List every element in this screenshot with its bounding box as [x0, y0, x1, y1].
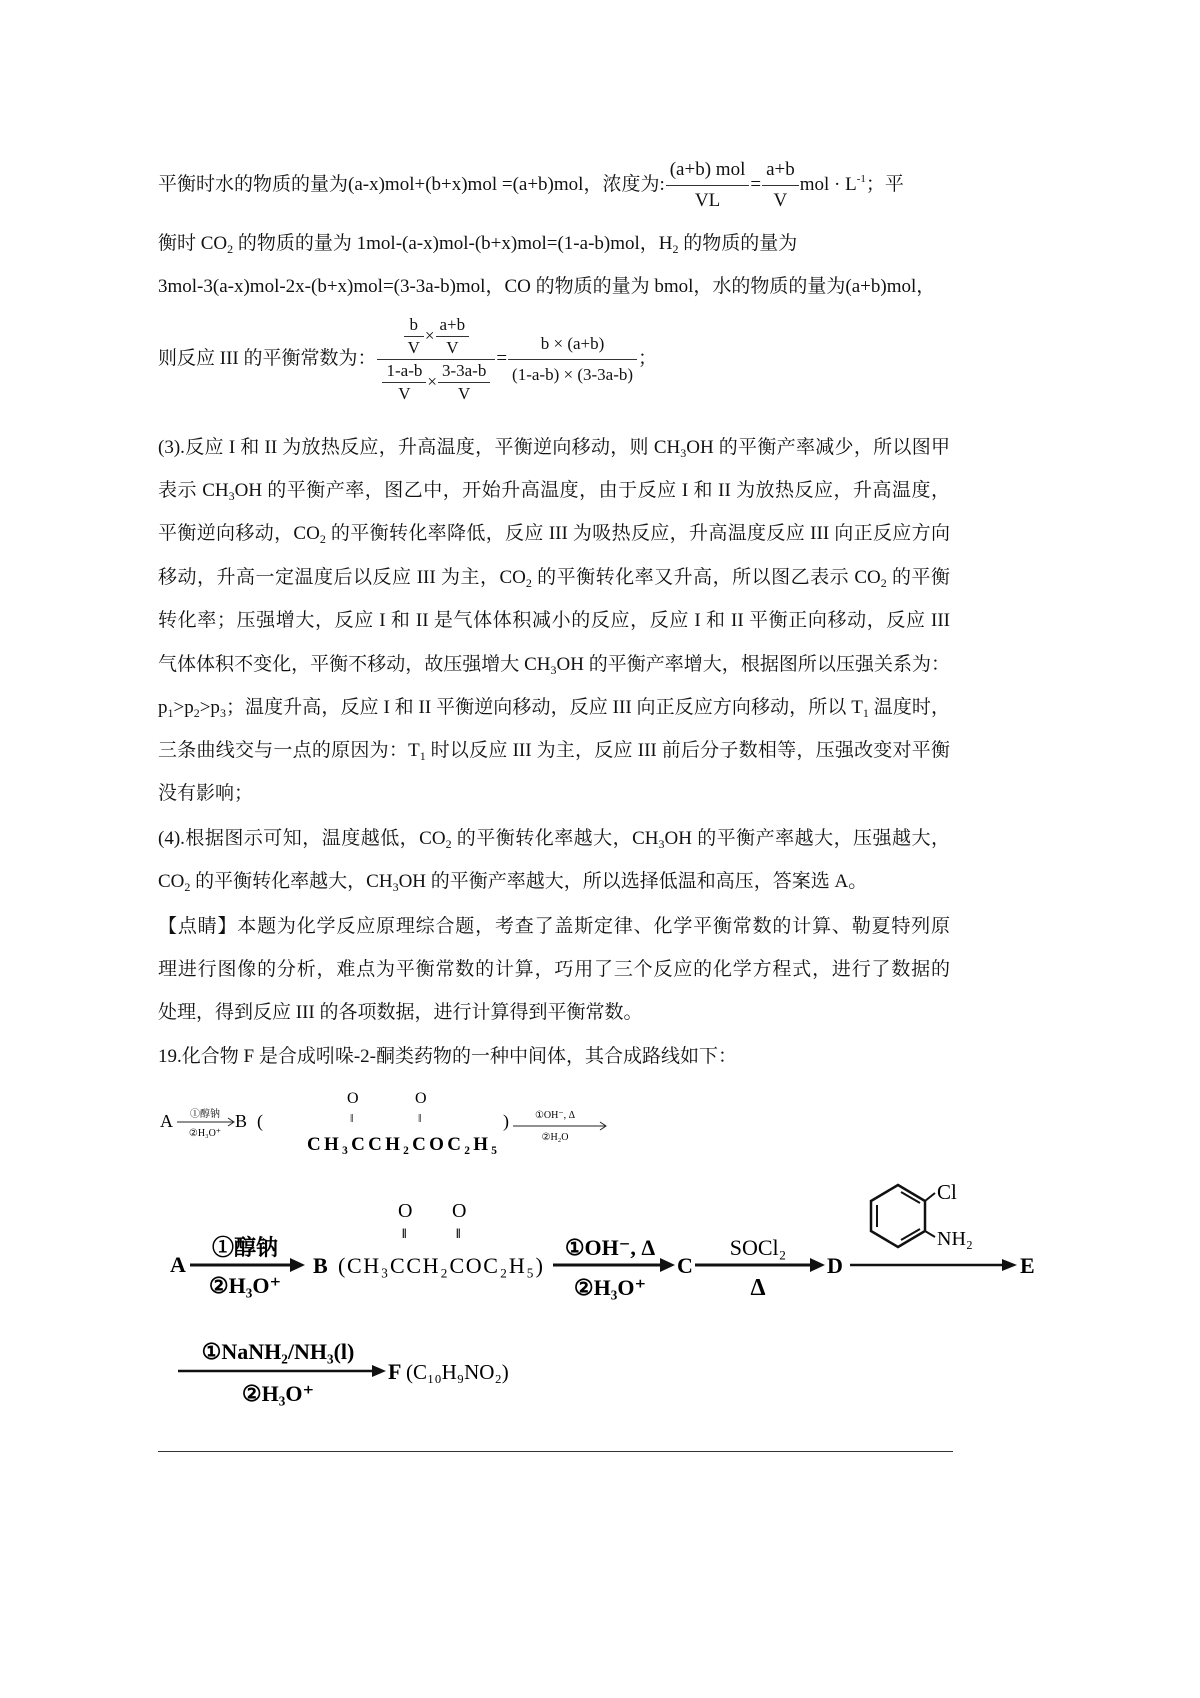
numerator: (a+b) mol — [669, 159, 746, 180]
text: 的平衡转化率降低，反应 III 为吸热反应，升高温度反应 III 向正反应方向 — [325, 523, 950, 544]
oxygen: O — [415, 1090, 427, 1107]
compound-f-formula: (C₁₀H₉NO₂) — [406, 1360, 509, 1384]
compound-b: B — [313, 1253, 328, 1278]
unit: mol · L — [799, 173, 857, 195]
compound-d: D — [827, 1253, 843, 1278]
times: × — [424, 326, 435, 345]
text: ；温度升高，反应 I 和 II 平衡逆向移动，反应 III 向正反应方向移动，所以 T — [225, 697, 863, 718]
subscript: 2 — [319, 532, 326, 546]
benzene-ring — [871, 1185, 925, 1247]
fraction — [764, 158, 797, 213]
paragraph-line — [158, 958, 950, 982]
text: >p — [199, 697, 220, 718]
arrow-head — [372, 1365, 386, 1377]
subscript: 3 — [658, 837, 665, 851]
synthesis-scheme-large — [160, 1175, 1050, 1415]
paragraph-line — [158, 696, 950, 720]
den: V — [382, 382, 426, 404]
text: 【点睛】本题为化学反应原理综合题，考查了盖斯定律、化学平衡常数的计算、勒夏特列原 — [158, 916, 950, 937]
text: (4).根据图示可知，温度越低，CO — [158, 828, 446, 849]
paragraph-line — [158, 479, 950, 503]
denominator: VL — [666, 185, 750, 213]
den: V — [404, 336, 424, 358]
subscript: 2 — [880, 576, 887, 590]
compound-e: E — [1020, 1253, 1035, 1278]
reagent: SOCl₂ — [729, 1235, 787, 1260]
text: 的平衡转化率越大，CH — [190, 871, 393, 892]
arrow-head — [810, 1258, 825, 1272]
text: 没有影响； — [158, 783, 254, 804]
paragraph-line — [158, 436, 950, 460]
unit-exponent: -1 — [856, 172, 866, 185]
paragraph-line — [158, 827, 950, 851]
paren: ) — [503, 1111, 509, 1131]
reagent: ②H₃O⁺ — [188, 1128, 222, 1139]
text: OH 的平衡产率增大，根据图所以压强关系为： — [556, 654, 950, 675]
text: OH 的平衡产率越大，所以选择低温和高压，答案选 A。 — [398, 871, 868, 892]
line-water-concentration — [158, 158, 950, 213]
reagent: ②H₃O⁺ — [241, 1381, 315, 1406]
paragraph-line — [158, 522, 950, 546]
numerator: a+b — [766, 159, 795, 180]
reagent: ②H₂O — [541, 1132, 569, 1143]
line-equilibrium-constant — [158, 312, 950, 406]
compound-b-formula: CH₃CCH₂COC₂H₅ — [307, 1134, 497, 1155]
text: 平衡逆向移动，CO — [158, 523, 320, 544]
double-bond: ‖ — [402, 1227, 407, 1242]
big-fraction — [379, 315, 493, 404]
paragraph-line — [158, 1045, 950, 1069]
reagent: ②H₃O⁺ — [573, 1275, 647, 1300]
equals: = — [750, 173, 762, 195]
subscript: 3 — [392, 880, 399, 894]
compound-c: C — [677, 1253, 693, 1278]
reagent: ②H₃O⁺ — [208, 1273, 282, 1298]
text: (3).反应 I 和 II 为放热反应，升高温度，平衡逆向移动，则 CH — [158, 437, 681, 458]
footer-divider — [158, 1451, 953, 1452]
text: 温度时， — [868, 697, 950, 718]
text: 的平衡转化率越大，CH — [451, 828, 659, 849]
text: 的物质的量为 — [678, 233, 798, 254]
subscript: 2 — [193, 706, 200, 720]
text: 的平衡 — [886, 567, 950, 588]
paragraph-line — [158, 782, 950, 806]
text: OH 的平衡产率减少，所以图甲 — [686, 437, 951, 458]
text: 转化率；压强增大，反应 I 和 II 是气体体积减小的反应，反应 I 和 II 平衡正向移动，反应 III — [158, 610, 950, 631]
text: 3mol-3(a-x)mol-2x-(b+x)mol=(3-3a-b)mol，CO 的物质的量为 bmol，水的物质的量为(a+b)mol， — [158, 276, 936, 297]
text: 平衡时水的物质的量为(a-x)mol+(b+x)mol =(a+b)mol，浓度为: — [158, 173, 665, 195]
paragraph-line — [158, 653, 950, 677]
paren: ( — [257, 1111, 263, 1131]
text: 时以反应 III 为主，反应 III 前后分子数相等，压强改变对平衡 — [425, 740, 951, 761]
num: 1-a-b — [386, 360, 423, 380]
result-fraction — [510, 332, 635, 387]
bond — [925, 1231, 935, 1237]
times: × — [427, 372, 437, 391]
paragraph-line — [158, 915, 950, 939]
paragraph-line — [158, 609, 950, 633]
denominator: (1-a-b) × (3-3a-b) — [508, 359, 637, 387]
subscript: 2 — [525, 576, 532, 590]
amino: NH₂ — [937, 1228, 973, 1250]
text: 处理，得到反应 III 的各项数据，进行计算得到平衡常数。 — [158, 1002, 643, 1023]
text: OH 的平衡产率越大，压强越大， — [664, 828, 950, 849]
synthesis-scheme-small — [155, 1088, 635, 1168]
subscript: 2 — [184, 880, 191, 894]
text: 三条曲线交与一点的原因为：T — [158, 740, 420, 761]
text: 理进行图像的分析，难点为平衡常数的计算，巧用了三个反应的化学方程式，进行了数据的 — [158, 959, 950, 980]
paragraph-line — [158, 1001, 950, 1025]
den: V — [436, 336, 470, 358]
semicolon: ； — [638, 348, 658, 369]
text: 移动，升高一定温度后以反应 III 为主，CO — [158, 567, 526, 588]
fraction — [668, 158, 748, 213]
double-bond: ‖ — [350, 1111, 354, 1125]
bond — [925, 1193, 935, 1201]
subscript: 2 — [445, 837, 452, 851]
oxygen: O — [347, 1090, 359, 1107]
paragraph-line — [158, 566, 950, 590]
line-h2-amount — [158, 275, 950, 299]
reagent: ①醇钠 — [211, 1235, 279, 1260]
denominator — [377, 359, 495, 404]
compound-b-formula: (CH₃CCH₂COC₂H₅) — [338, 1253, 543, 1278]
text: 的平衡转化率又升高，所以图乙表示 CO — [531, 567, 881, 588]
compound-f: F — [388, 1359, 402, 1384]
subscript: 3 — [219, 706, 226, 720]
text: p — [158, 697, 168, 718]
reagent: ①OH⁻, Δ — [534, 1110, 576, 1121]
compound-b: B — [235, 1111, 248, 1131]
reagent: Δ — [750, 1275, 766, 1301]
den: V — [438, 382, 490, 404]
reagent: ①OH⁻, Δ — [564, 1235, 656, 1260]
denominator: V — [762, 185, 799, 213]
arrow-head — [1002, 1259, 1017, 1271]
reagent: ①NaNH₂/NH₃(l) — [201, 1339, 355, 1364]
text: 则反应 III 的平衡常数为： — [158, 348, 377, 369]
numerator: b × (a+b) — [540, 333, 605, 353]
double-bond: ‖ — [456, 1227, 461, 1242]
text: 表示 CH — [158, 480, 229, 501]
double-bond: ‖ — [418, 1111, 422, 1125]
chloro: Cl — [937, 1180, 957, 1204]
subscript: 1 — [862, 706, 869, 720]
text: >p — [173, 697, 194, 718]
compound-a: A — [170, 1252, 186, 1277]
subscript: 1 — [419, 749, 426, 763]
arrow-head — [660, 1258, 675, 1272]
line-co2-amount — [158, 232, 950, 256]
compound-a: A — [160, 1111, 173, 1131]
subscript: 3 — [680, 446, 687, 460]
paragraph-line — [158, 870, 950, 894]
text: OH 的平衡产率，图乙中，开始升高温度，由于反应 I 和 II 为放热反应，升高温度， — [234, 480, 950, 501]
reagent: ①醇钠 — [190, 1109, 220, 1120]
arrow-head — [290, 1258, 305, 1272]
text: 的物质的量为 1mol-(a-x)mol-(b+x)mol=(1-a-b)mol，H — [233, 233, 673, 254]
subscript: 2 — [227, 242, 234, 256]
oxygen: O — [452, 1200, 467, 1222]
num: b — [409, 314, 419, 334]
subscript: 1 — [167, 706, 174, 720]
text: 衡时 CO — [158, 233, 228, 254]
text: ；平 — [865, 173, 904, 195]
paragraph-line — [158, 739, 950, 763]
oxygen: O — [398, 1200, 413, 1222]
num: a+b — [439, 314, 466, 334]
subscript: 3 — [228, 489, 235, 503]
text: 气体体积不变化，平衡不移动，故压强增大 CH — [158, 654, 551, 675]
num: 3-3a-b — [441, 360, 487, 380]
subscript: 3 — [550, 663, 557, 677]
subscript: 2 — [672, 242, 679, 256]
equals: = — [496, 348, 508, 369]
text: CO — [158, 871, 185, 892]
numerator — [401, 315, 473, 359]
text: 19.化合物 F 是合成吲哚-2-酮类药物的一种中间体，其合成路线如下： — [158, 1046, 737, 1067]
